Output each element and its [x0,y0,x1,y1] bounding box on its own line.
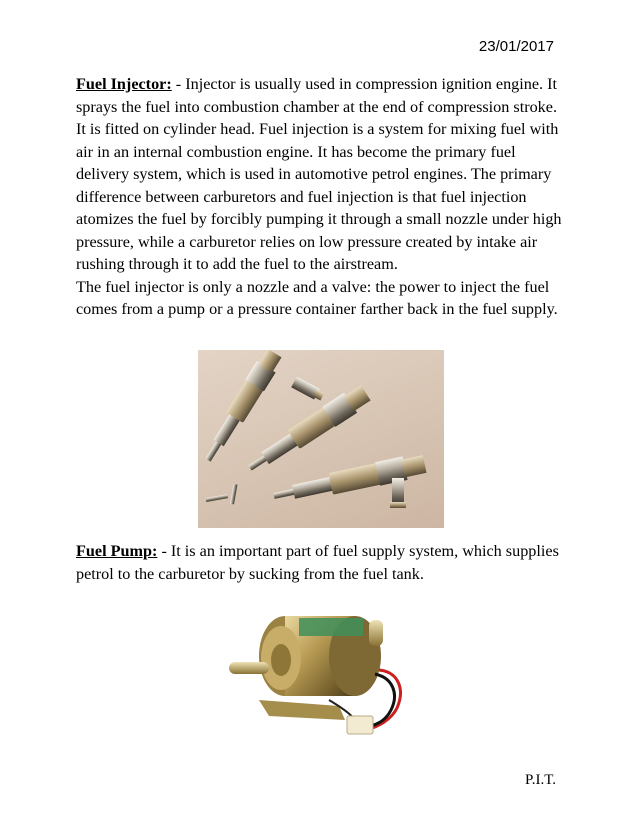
document-date: 23/01/2017 [478,38,554,55]
fuel-injector-photo [198,350,444,528]
fuel-injector-text: Injector is usually used in compression ignition engine. It sprays the fuel into combustion chamber at the end of compression stroke. It is fitted on cylinder head. Fuel injection is a system for mixing fuel with air in an internal combustion engine. It has become the primary fuel delivery system, which is used in automotive petrol engines. The primary difference between carburetors and fuel injection is that fuel injection atomizes the fuel by forcibly pumping it through a small nozzle under high pressure, while a carburetor relies on low pressure created by intake air rushing through it to add the fuel to the airstream. [76,75,562,273]
fuel-injectors-illustration [198,350,444,528]
heading-separator: - [171,75,186,93]
fuel-injector-paragraph [76,73,566,276]
fuel-injector-section [76,73,566,321]
fuel-pump-heading: Fuel Pump: [76,542,158,560]
fuel-pump-photo [229,600,419,742]
fuel-injector-heading: Fuel Injector: [76,75,172,93]
fuel-pump-text: It is an important part of fuel supply system, which supplies petrol to the carburetor by sucking from the fuel tank. [76,542,559,583]
fuel-pump-illustration [229,600,419,742]
fuel-injector-paragraph-2: The fuel injector is only a nozzle and a valve: the power to inject the fuel comes from a pump or a pressure container farther back in the fuel supply. [76,277,558,318]
footer-text: P.I.T. [525,772,556,788]
heading-separator: - [157,542,171,560]
fuel-pump-paragraph [76,540,566,585]
fuel-pump-section [76,540,566,585]
